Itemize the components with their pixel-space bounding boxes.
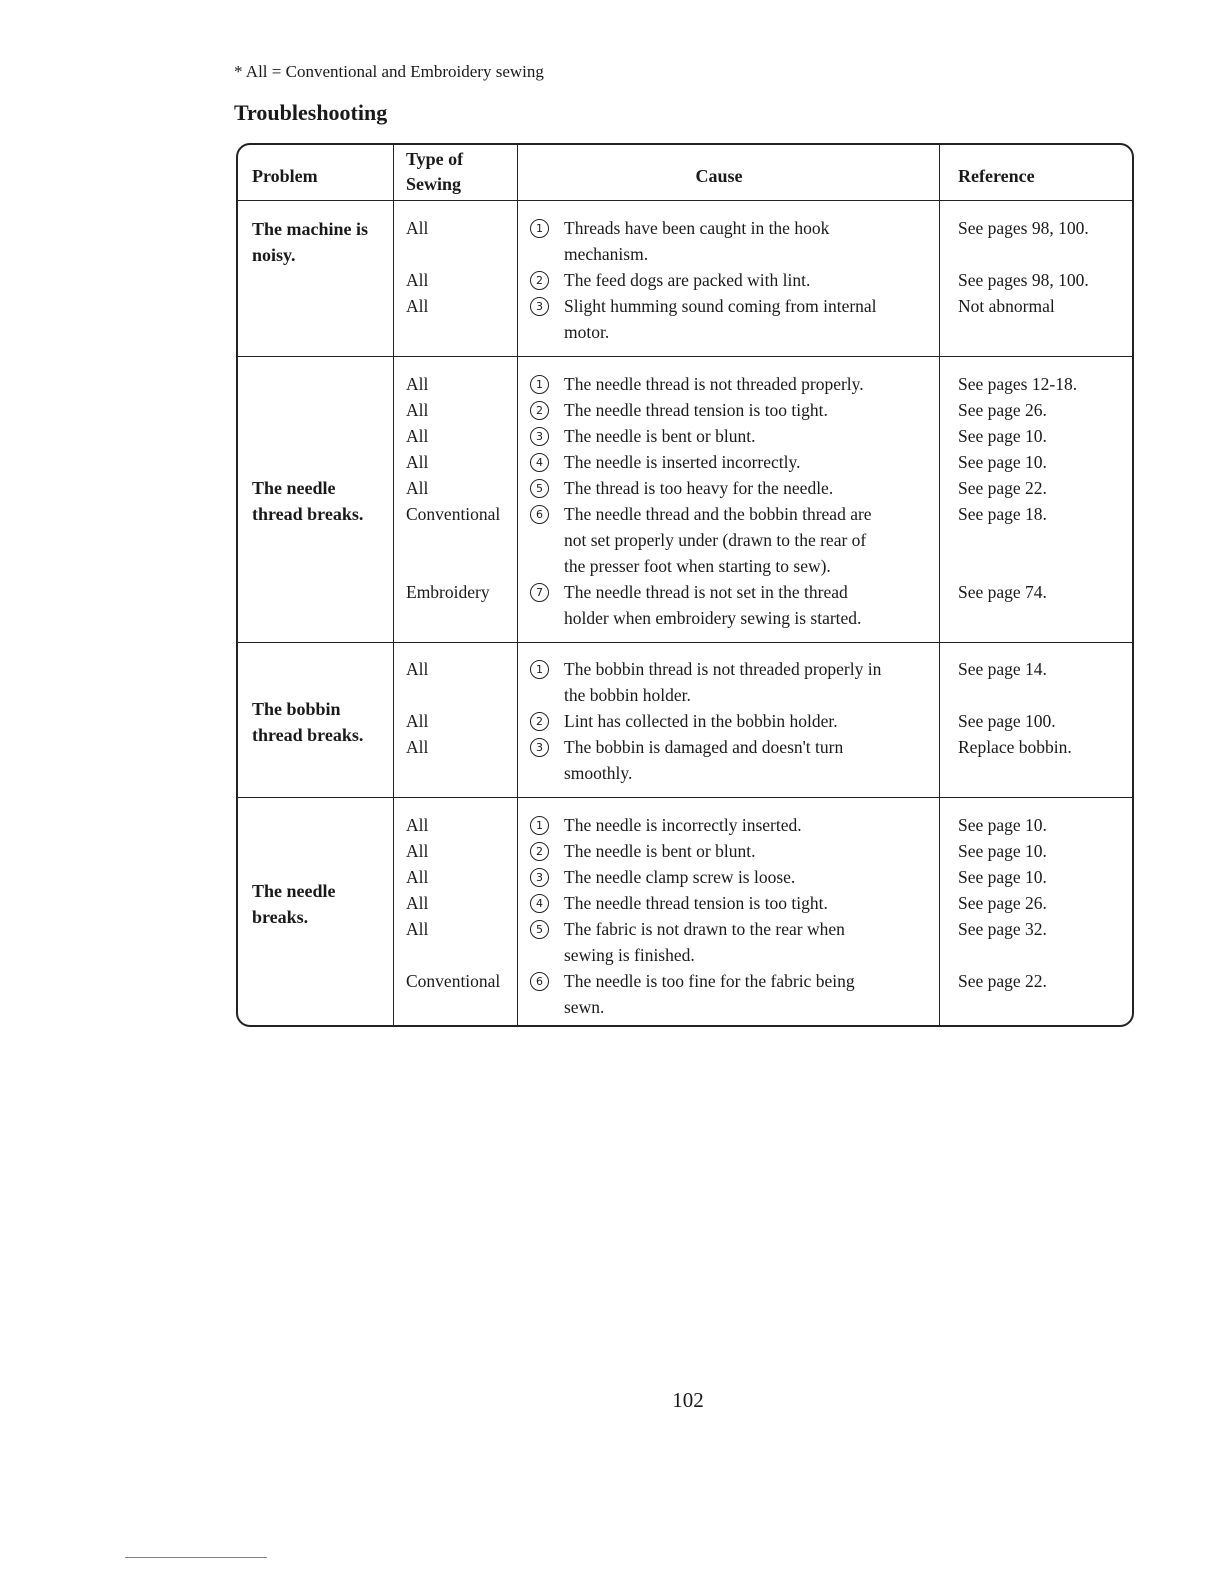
table-row [238,890,1132,916]
reference-cell: See pages 98, 100. [958,270,1089,290]
cause-cell: The needle clamp screw is loose. [564,867,796,887]
type-cell: All [406,270,429,290]
reference-cell: See page 10. [958,426,1047,446]
cause-cell: The needle is inserted incorrectly. [564,452,801,472]
reference-cell: See pages 98, 100. [958,218,1089,238]
cause-cell: Slight humming sound coming from internal [564,296,877,316]
cause-cell: The needle thread is not set in the thread [564,582,848,602]
reference-cell: See page 32. [958,919,1047,939]
cause-cell: The needle is too fine for the fabric being [564,971,855,991]
table-row [238,319,1132,345]
troubleshooting-table [236,143,1134,1027]
header-cause: Cause [695,166,743,186]
type-cell: All [406,400,429,420]
item-number: 1 [530,816,549,835]
table-row [238,968,1132,994]
cause-cell: the presser foot when starting to sew). [564,556,831,576]
cause-cell: the bobbin holder. [564,685,691,705]
row-divider [238,356,1132,357]
problem-label: The needle [252,478,336,498]
table-row [238,449,1132,475]
reference-cell: Replace bobbin. [958,737,1072,757]
cause-cell: The needle is bent or blunt. [564,841,756,861]
reference-cell: See page 22. [958,971,1047,991]
cause-cell: The needle is bent or blunt. [564,426,756,446]
footnote-legend: * All = Conventional and Embroidery sewing [234,62,544,81]
item-number: 1 [530,375,549,394]
table-row [238,734,1132,760]
reference-cell: Not abnormal [958,296,1055,316]
table-row [238,371,1132,397]
cause-cell: The bobbin is damaged and doesn't turn [564,737,844,757]
table-row [238,527,1132,553]
cause-cell: The needle thread tension is too tight. [564,893,828,913]
problem-label: thread breaks. [252,725,364,745]
table-row [238,605,1132,631]
problem-label: The bobbin [252,699,341,719]
table-row [238,916,1132,942]
reference-cell: See page 10. [958,452,1047,472]
cause-cell: smoothly. [564,763,633,783]
item-number: 1 [530,219,549,238]
table-row [238,553,1132,579]
type-cell: All [406,478,429,498]
type-cell: All [406,919,429,939]
table-row [238,812,1132,838]
cause-cell: sewn. [564,997,605,1017]
reference-cell: See page 10. [958,841,1047,861]
item-number: 5 [530,920,549,939]
reference-cell: See page 18. [958,504,1047,524]
table-row [238,760,1132,786]
item-number: 6 [530,972,549,991]
reference-cell: See page 100. [958,711,1056,731]
cause-cell: The needle thread tension is too tight. [564,400,828,420]
reference-cell: See page 74. [958,582,1047,602]
type-cell: All [406,218,429,238]
cause-cell: The thread is too heavy for the needle. [564,478,834,498]
item-number: 6 [530,505,549,524]
table-row [238,267,1132,293]
table-row [238,397,1132,423]
reference-cell: See page 26. [958,400,1047,420]
table-row [238,501,1132,527]
table-row [238,994,1132,1020]
type-cell: All [406,711,429,731]
table-row [238,838,1132,864]
table-row [238,708,1132,734]
table-row [238,241,1132,267]
table-row [238,423,1132,449]
problem-label: The needle [252,881,336,901]
item-number: 2 [530,401,549,420]
item-number: 2 [530,842,549,861]
cause-cell: Threads have been caught in the hook [564,218,830,238]
type-cell: Conventional [406,971,501,991]
cause-cell: The bobbin thread is not threaded properly in [564,659,882,679]
table-row [238,864,1132,890]
footer-rule [125,1557,267,1558]
header-divider [238,200,1132,201]
cause-cell: The fabric is not drawn to the rear when [564,919,845,939]
type-cell: Conventional [406,504,501,524]
item-number: 3 [530,427,549,446]
cause-cell: sewing is finished. [564,945,695,965]
item-number: 7 [530,583,549,602]
type-cell: All [406,841,429,861]
item-number: 3 [530,738,549,757]
cause-cell: not set properly under (drawn to the rear of [564,530,867,550]
type-cell: All [406,815,429,835]
row-divider [238,797,1132,798]
type-cell: All [406,659,429,679]
table-row [238,215,1132,241]
table-row [238,682,1132,708]
header-problem: Problem [252,166,318,186]
type-cell: All [406,452,429,472]
table-row [238,579,1132,605]
item-number: 2 [530,271,549,290]
reference-cell: See pages 12-18. [958,374,1078,394]
problem-label: breaks. [252,907,309,927]
cause-cell: The feed dogs are packed with lint. [564,270,811,290]
cause-cell: The needle is incorrectly inserted. [564,815,802,835]
table-row [238,475,1132,501]
type-cell: All [406,867,429,887]
cause-cell: The needle thread and the bobbin thread are [564,504,872,524]
item-number: 4 [530,453,549,472]
table-row [238,656,1132,682]
problem-label: The machine is [252,219,369,239]
table-row [238,293,1132,319]
item-number: 2 [530,712,549,731]
item-number: 4 [530,894,549,913]
problem-label: noisy. [252,245,296,265]
cause-cell: The needle thread is not threaded properly. [564,374,864,394]
type-cell: All [406,737,429,757]
item-number: 3 [530,868,549,887]
reference-cell: See page 10. [958,815,1047,835]
table-row [238,942,1132,968]
problem-label: thread breaks. [252,504,364,524]
cause-cell: motor. [564,322,610,342]
type-cell: All [406,296,429,316]
header-type-line1: Type of [406,149,464,169]
item-number: 3 [530,297,549,316]
type-cell: All [406,893,429,913]
header-reference: Reference [958,166,1035,186]
type-cell: All [406,426,429,446]
reference-cell: See page 10. [958,867,1047,887]
reference-cell: See page 22. [958,478,1047,498]
row-divider [238,642,1132,643]
cause-cell: mechanism. [564,244,649,264]
item-number: 1 [530,660,549,679]
reference-cell: See page 26. [958,893,1047,913]
header-type-line2: Sewing [406,174,462,194]
type-cell: Embroidery [406,582,490,602]
section-title: Troubleshooting [234,100,388,125]
type-cell: All [406,374,429,394]
page-number: 102 [672,1388,704,1412]
cause-cell: Lint has collected in the bobbin holder. [564,711,838,731]
cause-cell: holder when embroidery sewing is started. [564,608,862,628]
item-number: 5 [530,479,549,498]
reference-cell: See page 14. [958,659,1047,679]
